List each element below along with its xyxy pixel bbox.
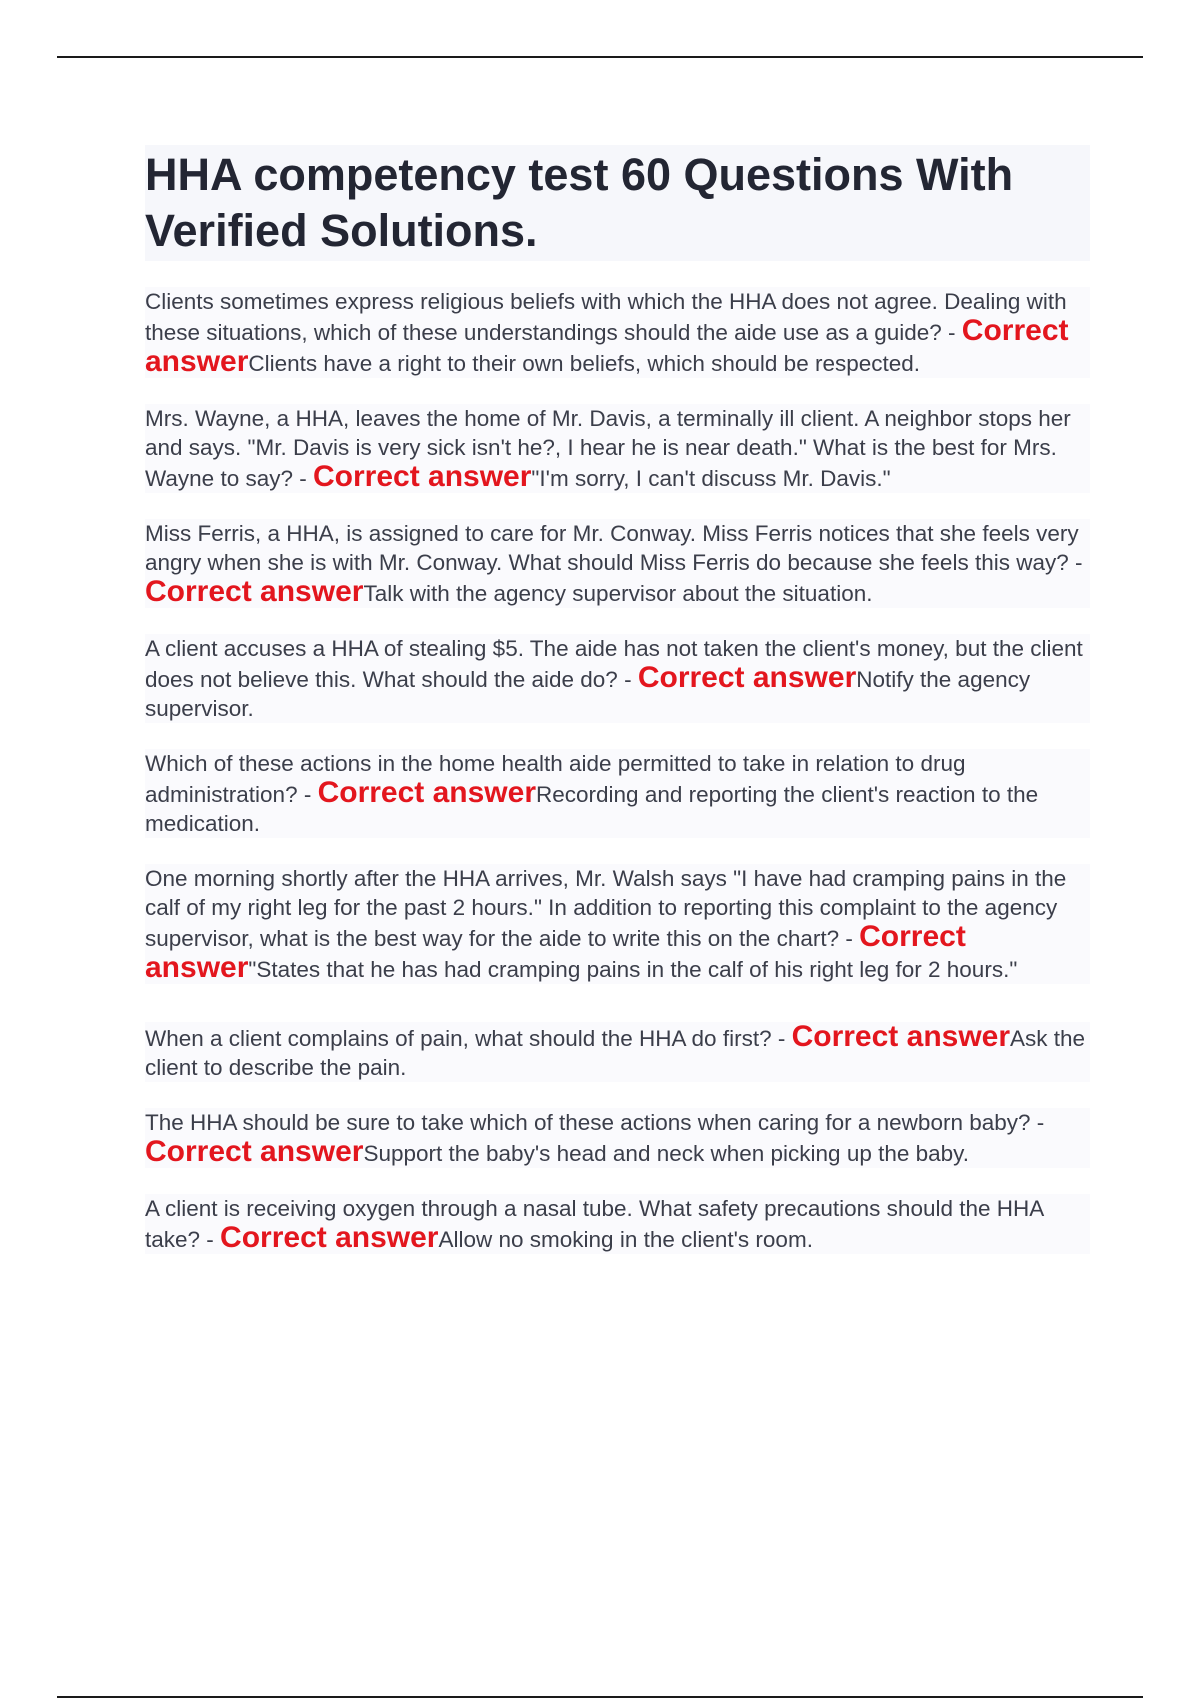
question-text: A client accuses a HHA of stealing $5. The aide has not taken the client's money, but the client does not believe this. What should the aide do? - bbox=[145, 636, 1083, 692]
qa-item-8 bbox=[145, 1108, 1090, 1168]
qa-item-4 bbox=[145, 634, 1090, 723]
qa-item-6 bbox=[145, 864, 1090, 984]
answer-text: "I'm sorry, I can't discuss Mr. Davis." bbox=[531, 466, 891, 491]
answer-text: Talk with the agency supervisor about the situation. bbox=[363, 581, 873, 606]
page-top-rule bbox=[57, 56, 1143, 58]
question-text: One morning shortly after the HHA arrives, Mr. Walsh says "I have had cramping pains in the calf of my right leg for the past 2 hours." In addition to reporting this complaint to the agency supervisor, what is the best way for the aide to write this on the chart? - bbox=[145, 866, 1067, 951]
question-text: The HHA should be sure to take which of these actions when caring for a newborn baby? - bbox=[145, 1110, 1045, 1135]
answer-text: Ask the client to describe the pain. bbox=[145, 1026, 1086, 1080]
correct-answer-label: Correct answer bbox=[145, 314, 1069, 378]
page-bottom-rule bbox=[57, 1696, 1143, 1698]
answer-text: Support the baby's head and neck when picking up the baby. bbox=[363, 1141, 969, 1166]
correct-answer-label: Correct answer bbox=[317, 776, 537, 809]
qa-item-3 bbox=[145, 519, 1090, 608]
correct-answer-label: Correct answer bbox=[145, 1135, 364, 1168]
qa-item-2 bbox=[145, 404, 1090, 493]
question-text: A client is receiving oxygen through a nasal tube. What safety precautions should the HHA take? - bbox=[145, 1196, 1044, 1252]
answer-text: "States that he has had cramping pains in the calf of his right leg for 2 hours." bbox=[248, 957, 1018, 982]
correct-answer-label: Correct answer bbox=[312, 460, 532, 493]
question-text: Miss Ferris, a HHA, is assigned to care for Mr. Conway. Miss Ferris notices that she feels very angry when she is with Mr. Conway. What should Miss Ferris do because she feels this way? - bbox=[145, 521, 1083, 575]
question-text: Mrs. Wayne, a HHA, leaves the home of Mr. Davis, a terminally ill client. A neighbor stops her and says. "Mr. Davis is very sick isn't he?, I hear he is near death." What is the best for Mrs. Wayne to say? - bbox=[145, 406, 1071, 491]
document-title: HHA competency test 60 Questions With Verified Solutions. bbox=[145, 145, 1090, 261]
correct-answer-label: Correct answer bbox=[220, 1221, 439, 1254]
qa-item-7 bbox=[145, 1022, 1090, 1082]
qa-item-5 bbox=[145, 749, 1090, 838]
question-text: Which of these actions in the home health aide permitted to take in relation to drug administration? - bbox=[145, 751, 966, 807]
correct-answer-label: Correct answer bbox=[791, 1020, 1011, 1053]
question-text: Clients sometimes express religious beliefs with which the HHA does not agree. Dealing with these situations, which of these understandings should the aide use as a guide? - bbox=[145, 289, 1067, 345]
document-body bbox=[145, 145, 1090, 1280]
answer-text: Allow no smoking in the client's room. bbox=[438, 1227, 813, 1252]
correct-answer-label: Correct answer bbox=[145, 575, 364, 608]
answer-text: Clients have a right to their own beliefs, which should be respected. bbox=[248, 351, 921, 376]
qa-item-9 bbox=[145, 1194, 1090, 1254]
correct-answer-label: Correct answer bbox=[145, 920, 966, 984]
qa-item-1 bbox=[145, 287, 1090, 378]
answer-text: Notify the agency supervisor. bbox=[145, 667, 1031, 721]
question-text: When a client complains of pain, what should the HHA do first? - bbox=[145, 1026, 792, 1051]
correct-answer-label: Correct answer bbox=[637, 661, 857, 694]
answer-text: Recording and reporting the client's reaction to the medication. bbox=[145, 782, 1039, 836]
